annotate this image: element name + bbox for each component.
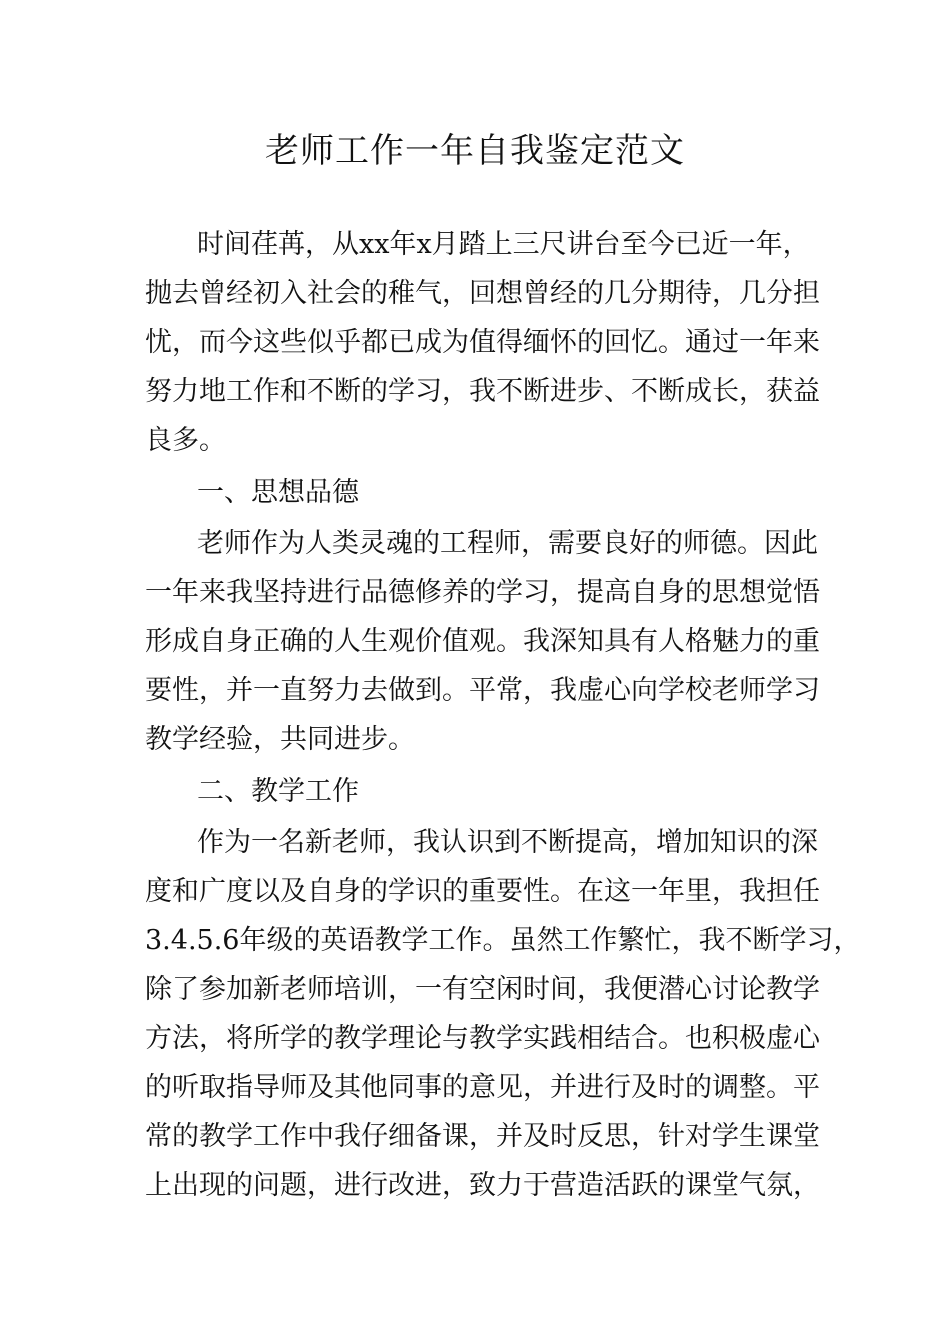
section-heading: 二、教学工作 [197, 776, 359, 807]
paragraph-line: 老师作为人类灵魂的工程师，需要良好的师德。因此 [197, 528, 818, 559]
paragraph-line: 度和广度以及自身的学识的重要性。在这一年里，我担任 [145, 876, 820, 907]
paragraph-line: 作为一名新老师，我认识到不断提高，增加知识的深 [197, 827, 818, 858]
paragraph-line: 上出现的问题，进行改进，致力于营造活跃的课堂气氛， [145, 1170, 820, 1201]
paragraph-line: 除了参加新老师培训，一有空闲时间，我便潜心讨论教学 [145, 974, 820, 1005]
paragraph-line: 常的教学工作中我仔细备课，并及时反思，针对学生课堂 [145, 1121, 820, 1152]
paragraph-line: 要性，并一直努力去做到。平常，我虚心向学校老师学习 [145, 675, 820, 706]
paragraph-line: 一年来我坚持进行品德修养的学习，提高自身的思想觉悟 [145, 577, 820, 608]
document-title: 老师工作一年自我鉴定范文 [265, 131, 685, 171]
paragraph-line: 方法，将所学的教学理论与教学实践相结合。也积极虚心 [145, 1023, 820, 1054]
paragraph-line: 抛去曾经初入社会的稚气，回想曾经的几分期待，几分担 [145, 278, 820, 309]
paragraph-line: 时间荏苒，从xx年x月踏上三尺讲台至今已近一年， [197, 229, 810, 260]
paragraph-line: 努力地工作和不断的学习，我不断进步、不断成长，获益 [145, 376, 820, 407]
section-heading: 一、思想品德 [197, 477, 359, 508]
paragraph-line: 的听取指导师及其他同事的意见，并进行及时的调整。平 [145, 1072, 820, 1103]
paragraph-line: 忧，而今这些似乎都已成为值得缅怀的回忆。通过一年来 [145, 327, 820, 358]
paragraph-line: 形成自身正确的人生观价值观。我深知具有人格魅力的重 [145, 626, 820, 657]
paragraph-line: 3.4.5.6年级的英语教学工作。虽然工作繁忙，我不断学习， [145, 925, 861, 956]
paragraph-line: 教学经验，共同进步。 [145, 724, 415, 755]
paragraph-line: 良多。 [145, 425, 226, 456]
